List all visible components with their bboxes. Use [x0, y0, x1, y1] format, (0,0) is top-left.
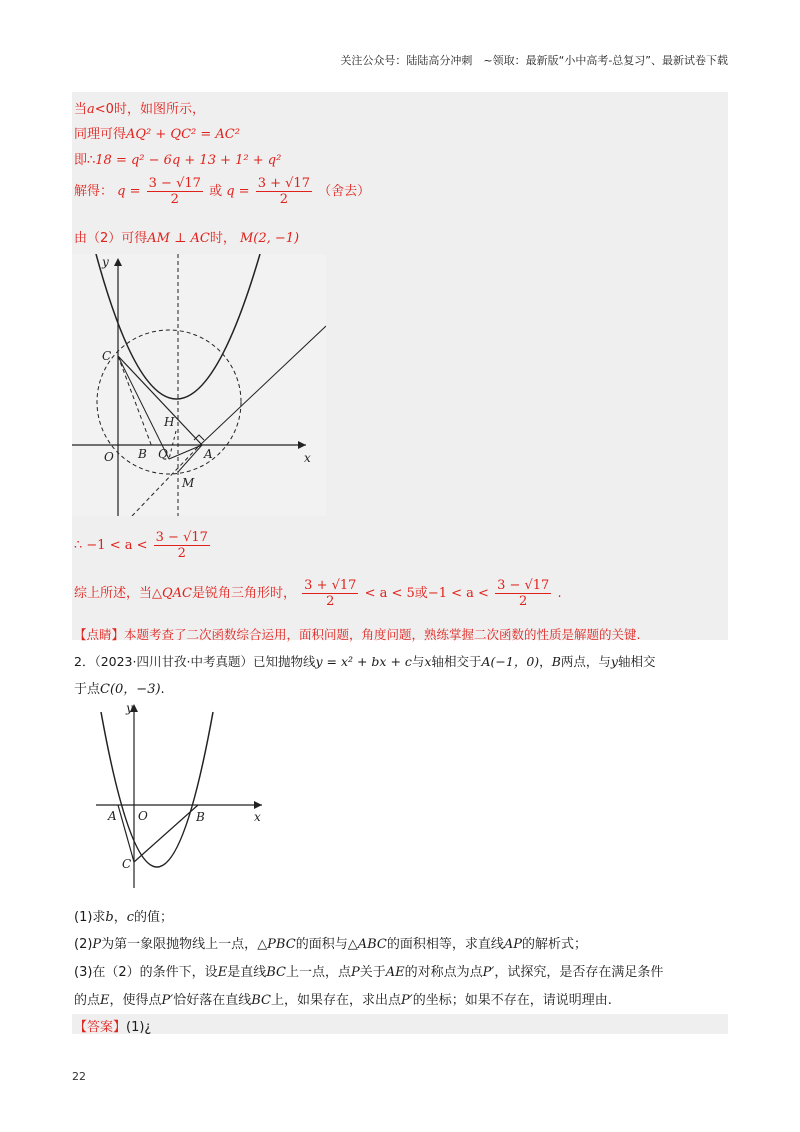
label-m: M [182, 476, 195, 490]
label-a-2: A [108, 809, 117, 823]
comment-line: 【点睛】本题考查了二次函数综合运用，面积问题，角度问题，熟练掌握二次函数的性质是解题的关键. [74, 627, 641, 642]
segment-qa [169, 445, 202, 459]
page-number: 22 [72, 1070, 86, 1083]
label-a: A [204, 447, 213, 461]
question-2: (2)P为第一象限抛物线上一点，△PBC的面积与△ABC的面积相等，求直线AP的解析式； [74, 937, 588, 952]
solution-line-5: 由（2）可得AM ⊥ AC时， M(2, −1) [74, 231, 300, 246]
solution-line-2: 同理可得AQ² + QC² = AC² [74, 127, 240, 142]
solution-line-3: 即∴18 = q² − 6q + 13 + 1² + q² [74, 153, 282, 168]
problem2-line-2: 于点C(0，−3). [74, 682, 165, 697]
label-o-2: O [138, 809, 148, 823]
y-axis-arrow [114, 258, 122, 266]
question-1: (1)求b，c的值； [74, 910, 174, 925]
question-3: (3)在（2）的条件下，设E是直线BC上一点，点P关于AE的对称点为点P′，试探究，是否存在满足条件 [74, 965, 664, 980]
problem2-line-1: 2．（2023·四川甘孜·中考真题）已知抛物线y = x² + bx + c与x轴相交于A(−1，0)，B两点，与y轴相交 [74, 654, 656, 669]
label-o: O [104, 450, 114, 464]
figure-1-svg [72, 254, 326, 516]
label-x-2: x [254, 810, 261, 824]
page-header: 关注公众号：陆陆高分冲刺 ~领取：最新版“小中高考-总复习”、最新试卷下载 [340, 54, 728, 67]
label-y: y [102, 255, 109, 269]
question-3-cont: 的点E，使得点P′恰好落在直线BC上，如果存在，求出点P′的坐标；如果不存在，请说明理由. [74, 993, 612, 1008]
segment-cb [118, 356, 152, 447]
figure-2 [96, 702, 266, 888]
label-y-2: y [126, 702, 133, 715]
segment-cq [118, 356, 169, 459]
range-line: ∴ −1 < a < $\frac{3 - √17}{2}$ [74, 530, 208, 561]
x-axis-arrow [298, 441, 306, 449]
answer-line: 【答案】(1)¿ [74, 1020, 152, 1035]
figure-2-svg [96, 702, 266, 888]
segment-ca [118, 356, 202, 445]
label-q: Q [158, 447, 168, 461]
label-c-2: C [122, 857, 132, 871]
label-h: H [164, 415, 175, 429]
solution-line-1: 当a<0时，如图所示， [74, 102, 205, 117]
line-am-solid [199, 326, 326, 446]
label-c: C [102, 349, 112, 363]
label-b: B [138, 447, 147, 461]
summary-line: 综上所述，当△QAC是锐角三角形时， $\frac{3 + √17}{2}$ < a < 5或−1 < a < $\frac{3 - √17}{2}$ . [74, 578, 562, 609]
figure-1 [72, 254, 326, 516]
label-b-2: B [196, 810, 205, 824]
answer-shading [72, 1014, 728, 1034]
label-x: x [304, 451, 311, 465]
solution-line-4: 解得： q = $\frac{3 - √17}{2}$ 或 q = $\frac{3 + √17}{2}$ （舍去） [74, 176, 371, 207]
parabola-2 [101, 712, 213, 867]
segment-ma [178, 445, 202, 472]
x-axis-2-arrow [254, 801, 262, 809]
